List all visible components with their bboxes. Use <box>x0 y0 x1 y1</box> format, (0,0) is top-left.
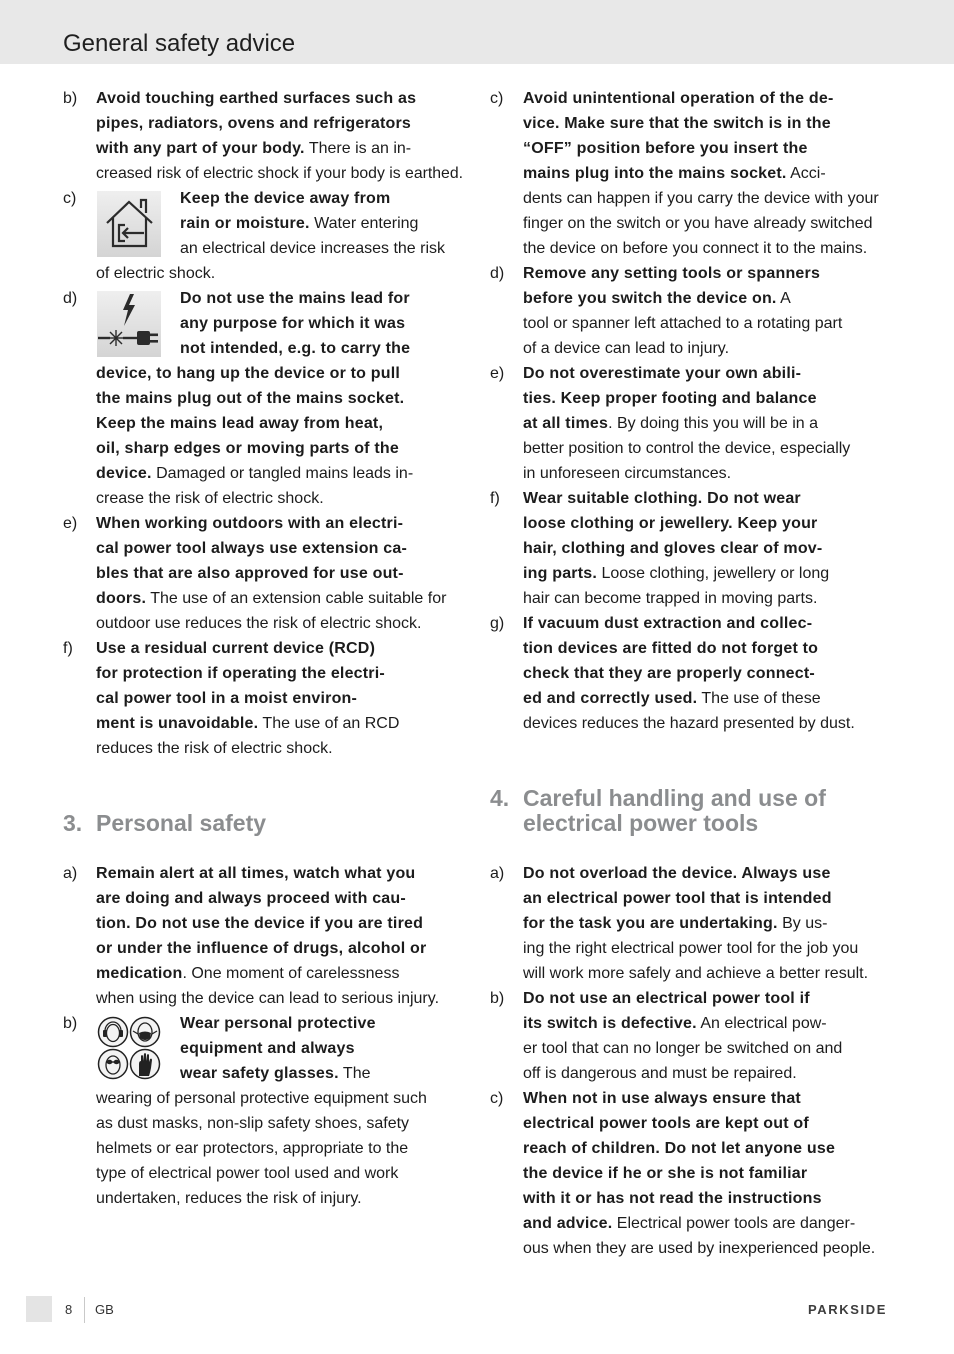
item-label: d) <box>63 290 78 307</box>
emphasis-text: before you switch the device on. <box>523 290 777 307</box>
body-text: of a device can lead to injury. <box>523 340 730 357</box>
item-label: c) <box>490 90 504 107</box>
text-line <box>523 1236 890 1261</box>
emphasis-text: are doing and always proceed with cau- <box>96 890 406 907</box>
section-number: 3. <box>63 810 83 836</box>
body-text: when using the device can lead to serious injury. <box>96 990 440 1007</box>
text-line <box>523 1136 890 1161</box>
safety-item-d <box>490 261 890 361</box>
text-line <box>96 1086 463 1111</box>
page-number: 8 <box>65 1302 73 1317</box>
text-line <box>523 711 890 736</box>
emphasis-text: doors. <box>96 590 147 607</box>
right-column <box>490 86 890 1261</box>
text-line <box>523 461 890 486</box>
emphasis-text: tion devices are fitted do not forget to <box>523 640 819 657</box>
emphasis-text: device. <box>96 465 152 482</box>
text-line <box>96 611 463 636</box>
section-heading <box>490 786 890 836</box>
item-text <box>96 861 463 1011</box>
section-title-line: electrical power tools <box>523 810 759 836</box>
text-line <box>96 436 463 461</box>
safety-item-c <box>63 186 463 286</box>
text-line <box>523 1211 890 1236</box>
text-line <box>96 1186 463 1211</box>
body-text: type of electrical power tool used and work <box>96 1165 399 1182</box>
item-text <box>96 636 463 761</box>
text-line <box>96 1136 463 1161</box>
body-text: There is an in- <box>304 140 412 157</box>
text-line <box>96 686 463 711</box>
body-text: in unforeseen circumstances. <box>523 465 732 482</box>
text-line <box>523 411 890 436</box>
safety-item-e <box>490 361 890 486</box>
text-line <box>523 1036 890 1061</box>
item-label: a) <box>63 865 78 882</box>
item-text <box>96 86 463 186</box>
emphasis-text: hair, clothing and gloves clear of mov- <box>523 540 823 557</box>
body-text: Water entering <box>309 215 419 232</box>
text-line <box>96 361 463 386</box>
body-text: . By doing this you will be in a <box>608 415 818 432</box>
emphasis-text: Wear personal protective <box>180 1015 376 1032</box>
body-text: of electric shock. <box>96 265 216 282</box>
emphasis-text: for the task you are undertaking. <box>523 915 778 932</box>
text-line <box>523 536 890 561</box>
text-line <box>523 1111 890 1136</box>
body-text: better position to control the device, especially <box>523 440 851 457</box>
text-line <box>523 886 890 911</box>
item-label: e) <box>63 515 78 532</box>
text-line <box>523 911 890 936</box>
emphasis-text: “OFF” position before you insert the <box>523 140 808 157</box>
emphasis-text: at all times <box>523 415 609 432</box>
emphasis-text: electrical power tools are kept out of <box>523 1115 809 1132</box>
emphasis-text: ed and correctly used. <box>523 690 698 707</box>
item-text <box>523 261 890 361</box>
body-text: er tool that can no longer be switched on and <box>523 1040 843 1057</box>
text-line <box>523 586 890 611</box>
body-text: . One moment of carelessness <box>182 965 400 982</box>
emphasis-text: wear safety glasses. <box>180 1065 339 1082</box>
item-label: f) <box>490 490 500 507</box>
damaged-cable-plug-icon <box>97 291 161 357</box>
text-line <box>523 286 890 311</box>
section-title-line: Personal safety <box>96 810 267 836</box>
safety-item-f <box>490 486 890 611</box>
text-line <box>523 261 890 286</box>
section-title-line: Careful handling and use of <box>523 785 826 811</box>
emphasis-text: its switch is defective. <box>523 1015 697 1032</box>
text-line <box>96 461 463 486</box>
text-line <box>523 236 890 261</box>
emphasis-text: rain or moisture. <box>180 215 310 232</box>
emphasis-text: Remain alert at all times, watch what you <box>96 865 416 882</box>
body-text: finger on the switch or you have already switched <box>523 215 873 232</box>
text-line <box>523 1011 890 1036</box>
text-line <box>96 1161 463 1186</box>
safety-list <box>490 861 890 1261</box>
text-line <box>96 561 463 586</box>
footer-tab-marker <box>26 1296 52 1322</box>
text-line <box>523 386 890 411</box>
emphasis-text: ties. Keep proper footing and balance <box>523 390 817 407</box>
text-line <box>96 911 463 936</box>
emphasis-text: not intended, e.g. to carry the <box>180 340 411 357</box>
text-line <box>523 1161 890 1186</box>
emphasis-text: bles that are also approved for use out- <box>96 565 404 582</box>
text-line <box>96 661 463 686</box>
emphasis-text: Do not overestimate your own abili- <box>523 365 802 382</box>
text-line <box>96 161 463 186</box>
text-line <box>96 511 463 536</box>
body-text: hair can become trapped in moving parts. <box>523 590 818 607</box>
text-line <box>96 861 463 886</box>
item-text <box>96 186 463 286</box>
body-text: The use of an extension cable suitable for <box>146 590 447 607</box>
text-line <box>96 636 463 661</box>
safety-item-f <box>63 636 463 761</box>
text-line <box>96 111 463 136</box>
text-line <box>96 486 463 511</box>
text-line <box>523 436 890 461</box>
safety-list <box>63 861 463 1211</box>
text-line <box>523 1061 890 1086</box>
body-text: An electrical pow- <box>696 1015 827 1032</box>
body-text: Damaged or tangled mains leads in- <box>151 465 414 482</box>
safety-item-e <box>63 511 463 636</box>
body-text: ous when they are used by inexperienced people. <box>523 1240 876 1257</box>
safety-item-c <box>490 86 890 261</box>
item-text <box>523 86 890 261</box>
emphasis-text: cal power tool in a moist environ- <box>96 690 358 707</box>
body-text: helmets or ear protectors, appropriate to the <box>96 1140 409 1157</box>
text-line <box>96 536 463 561</box>
body-text: The use of an RCD <box>258 715 400 732</box>
body-text: reduces the risk of electric shock. <box>96 740 333 757</box>
text-line <box>523 486 890 511</box>
item-text <box>96 511 463 636</box>
text-line <box>523 136 890 161</box>
text-line <box>523 361 890 386</box>
text-line <box>523 161 890 186</box>
text-line <box>523 686 890 711</box>
emphasis-text: tion. Do not use the device if you are tired <box>96 915 424 932</box>
text-line <box>96 386 463 411</box>
text-line <box>523 311 890 336</box>
item-label: c) <box>490 1090 504 1107</box>
text-line <box>523 336 890 361</box>
safety-item-d <box>63 286 463 511</box>
section-title <box>96 811 463 836</box>
safety-item-b <box>63 86 463 186</box>
emphasis-text: with it or has not read the instructions <box>523 1190 822 1207</box>
body-text: The <box>338 1065 371 1082</box>
emphasis-text: Wear suitable clothing. Do not wear <box>523 490 801 507</box>
emphasis-text: pipes, radiators, ovens and refrigerators <box>96 115 411 132</box>
text-line <box>523 661 890 686</box>
body-text: crease the risk of electric shock. <box>96 490 324 507</box>
item-label: e) <box>490 365 505 382</box>
text-line <box>96 1111 463 1136</box>
item-text <box>96 1011 463 1211</box>
text-line <box>523 561 890 586</box>
text-line <box>96 961 463 986</box>
text-line <box>523 211 890 236</box>
item-text <box>523 361 890 486</box>
text-line <box>523 936 890 961</box>
safety-item-a <box>490 861 890 986</box>
text-line <box>523 1186 890 1211</box>
body-text: Electrical power tools are danger- <box>612 1215 856 1232</box>
emphasis-text: and advice. <box>523 1215 613 1232</box>
body-text: The use of these <box>697 690 821 707</box>
item-text <box>523 861 890 986</box>
text-line <box>523 186 890 211</box>
text-line <box>96 936 463 961</box>
emphasis-text: oil, sharp edges or moving parts of the <box>96 440 399 457</box>
emphasis-text: Do not use an electrical power tool if <box>523 990 810 1007</box>
emphasis-text: loose clothing or jewellery. Keep your <box>523 515 818 532</box>
safety-item-a <box>63 861 463 1011</box>
text-line <box>523 986 890 1011</box>
emphasis-text: medication <box>96 965 183 982</box>
emphasis-text: or under the influence of drugs, alcohol or <box>96 940 427 957</box>
emphasis-text: Do not use the mains lead for <box>180 290 410 307</box>
page-title: General safety advice <box>63 30 296 57</box>
safety-item-g <box>490 611 890 736</box>
text-line <box>96 261 463 286</box>
item-text <box>523 486 890 611</box>
emphasis-text: Remove any setting tools or spanners <box>523 265 821 282</box>
safety-item-c <box>490 1086 890 1261</box>
item-label: g) <box>490 615 505 632</box>
emphasis-text: cal power tool always use extension ca- <box>96 540 408 557</box>
emphasis-text: an electrical power tool that is intended <box>523 890 832 907</box>
body-text: wearing of personal protective equipment such <box>96 1090 427 1107</box>
body-text: will work more safely and achieve a better result. <box>523 965 869 982</box>
body-text: an electrical device increases the risk <box>180 240 446 257</box>
item-text <box>523 986 890 1086</box>
emphasis-text: When working outdoors with an electri- <box>96 515 404 532</box>
item-label: d) <box>490 265 505 282</box>
text-line <box>523 961 890 986</box>
text-line <box>523 861 890 886</box>
item-label: c) <box>63 190 77 207</box>
body-text: By us- <box>777 915 828 932</box>
body-text: tool or spanner left attached to a rotating part <box>523 315 843 332</box>
body-text: undertaken, reduces the risk of injury. <box>96 1190 362 1207</box>
item-label: a) <box>490 865 505 882</box>
emphasis-text: the device if he or she is not familiar <box>523 1165 808 1182</box>
emphasis-text: with any part of your body. <box>96 140 305 157</box>
text-line <box>523 611 890 636</box>
emphasis-text: Do not overload the device. Always use <box>523 865 831 882</box>
emphasis-text: Avoid unintentional operation of the de- <box>523 90 834 107</box>
text-line <box>96 411 463 436</box>
text-line <box>96 136 463 161</box>
item-text <box>523 611 890 736</box>
emphasis-text: check that they are properly connect- <box>523 665 815 682</box>
safety-item-b <box>63 1011 463 1211</box>
emphasis-text: any purpose for which it was <box>180 315 406 332</box>
emphasis-text: device, to hang up the device or to pull <box>96 365 401 382</box>
section-number: 4. <box>490 785 510 811</box>
item-label: b) <box>63 90 78 107</box>
item-text <box>96 286 463 511</box>
body-text: outdoor use reduces the risk of electric shock. <box>96 615 422 632</box>
text-line <box>96 586 463 611</box>
body-text: as dust masks, non-slip safety shoes, safety <box>96 1115 410 1132</box>
brand-logo: PARKSIDE <box>808 1302 888 1317</box>
section-heading <box>63 811 463 836</box>
left-column <box>63 86 463 1211</box>
emphasis-text: vice. Make sure that the switch is in the <box>523 115 831 132</box>
emphasis-text: reach of children. Do not let anyone use <box>523 1140 836 1157</box>
emphasis-text: for protection if operating the electri- <box>96 665 385 682</box>
body-text: creased risk of electric shock if your body is earthed. <box>96 165 463 182</box>
body-text: ing the right electrical power tool for the job you <box>523 940 859 957</box>
item-text <box>523 1086 890 1261</box>
house-indoor-use-icon <box>97 191 161 257</box>
body-text: dents can happen if you carry the device with your <box>523 190 879 207</box>
body-text: Loose clothing, jewellery or long <box>597 565 830 582</box>
text-line <box>96 886 463 911</box>
text-line <box>523 86 890 111</box>
emphasis-text: ment is unavoidable. <box>96 715 259 732</box>
text-line <box>523 511 890 536</box>
emphasis-text: Avoid touching earthed surfaces such as <box>96 90 417 107</box>
emphasis-text: Keep the mains lead away from heat, <box>96 415 384 432</box>
body-text: devices reduces the hazard presented by dust. <box>523 715 855 732</box>
emphasis-text: Use a residual current device (RCD) <box>96 640 376 657</box>
emphasis-text: ing parts. <box>523 565 598 582</box>
footer-divider <box>84 1297 85 1323</box>
text-line <box>523 111 890 136</box>
body-text: Acci- <box>786 165 826 182</box>
text-line <box>523 636 890 661</box>
emphasis-text: Keep the device away from <box>180 190 391 207</box>
safety-list <box>63 86 463 761</box>
item-label: b) <box>490 990 505 1007</box>
language-code: GB <box>95 1302 114 1317</box>
emphasis-text: the mains plug out of the mains socket. <box>96 390 405 407</box>
emphasis-text: equipment and always <box>180 1040 355 1057</box>
text-line <box>96 736 463 761</box>
emphasis-text: When not in use always ensure that <box>523 1090 801 1107</box>
safety-list <box>490 86 890 736</box>
body-text: off is dangerous and must be repaired. <box>523 1065 797 1082</box>
text-line <box>96 711 463 736</box>
body-text: A <box>776 290 791 307</box>
section-title <box>523 786 890 836</box>
text-line <box>96 986 463 1011</box>
text-line <box>96 86 463 111</box>
protective-equipment-icon <box>97 1016 161 1082</box>
emphasis-text: If vacuum dust extraction and collec- <box>523 615 813 632</box>
item-label: f) <box>63 640 73 657</box>
body-text: the device on before you connect it to the mains. <box>523 240 868 257</box>
safety-item-b <box>490 986 890 1086</box>
text-line <box>523 1086 890 1111</box>
emphasis-text: mains plug into the mains socket. <box>523 165 787 182</box>
item-label: b) <box>63 1015 78 1032</box>
